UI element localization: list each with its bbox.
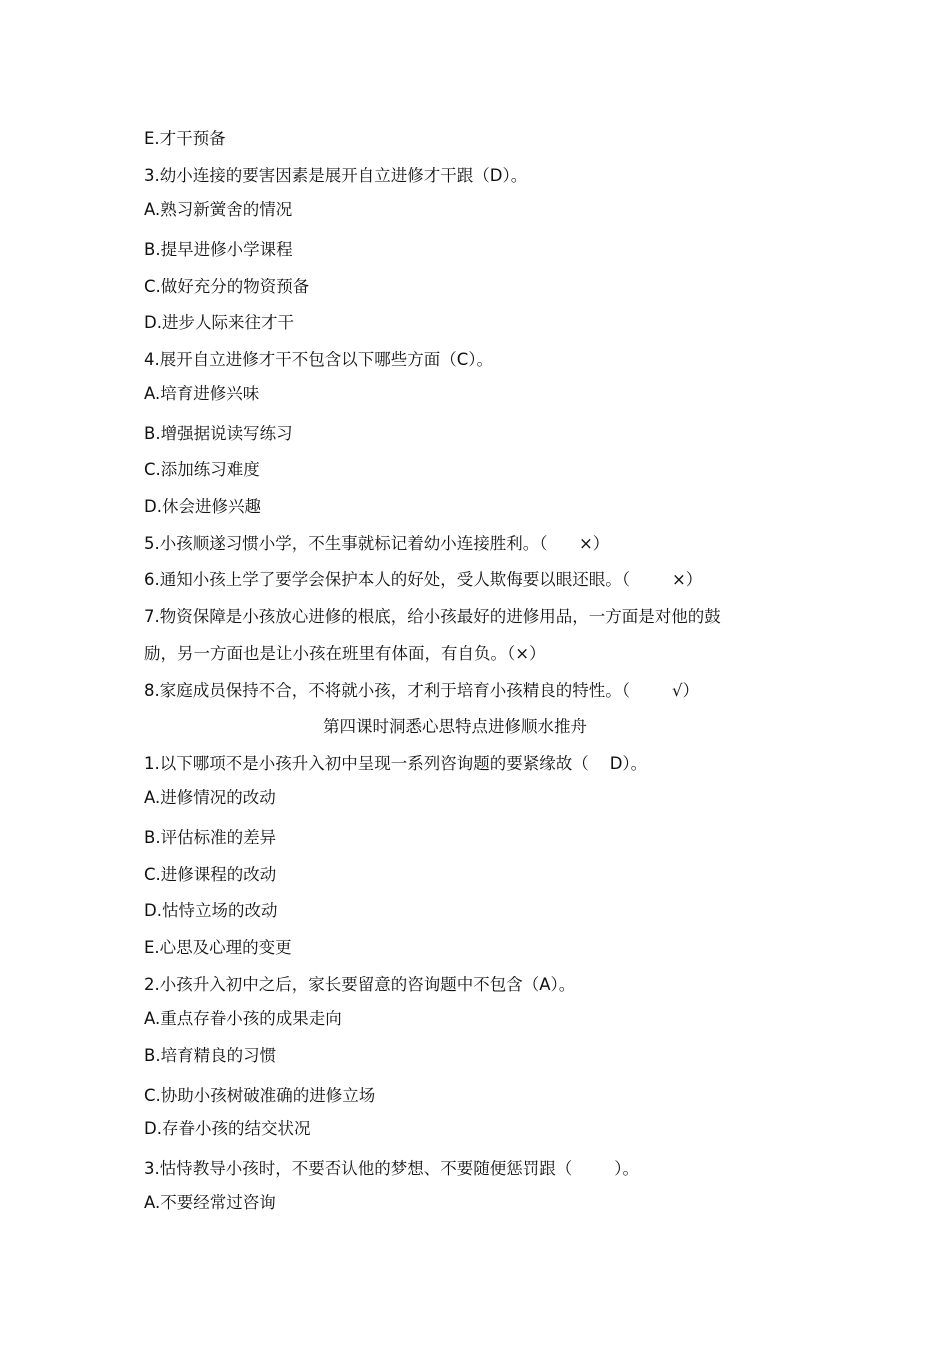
statement-7-line-1: 7.物资保障是小孩放心进修的根底，给小孩最好的进修用品，一方面是对他的鼓 [144,607,721,626]
option-a-environment: A.进修情况的改动 [144,788,276,807]
option-c-difficulty: C.添加练习难度 [144,460,260,479]
lesson-4-question-2: 2.小孩升入初中之后，家长要留意的咨询题中不包含（A）。 [144,975,576,994]
lesson-4-title: 第四课时洞悉心思特点进修顺水推舟 [323,717,587,736]
option-d-social-skills: D.进步人际来往才干 [144,313,294,332]
option-b-evaluation: B.评估标准的差异 [144,828,277,847]
lesson-4-question-3: 3.怙恃教导小孩时，不要否认他的梦想、不要随便惩罚跟（ ）。 [144,1159,639,1178]
option-c-curriculum: C.进修课程的改动 [144,865,277,884]
lesson-4-question-1: 1.以下哪项不是小孩升入初中呈现一系列咨询题的要紧缘故（ D）。 [144,754,648,773]
option-e-psychology: E.心思及心理的变更 [144,938,292,957]
option-b-habits: B.培育精良的习惯 [144,1046,277,1065]
option-c-attitude: C.协助小孩树破准确的进修立场 [144,1086,376,1105]
option-a-familiar-school: A.熟习新黉舍的情况 [144,200,293,219]
option-b-early-courses: B.提早进修小学课程 [144,240,293,259]
option-d-friends: D.存眷小孩的结交状况 [144,1119,311,1138]
option-a-interest: A.培育进修兴味 [144,384,260,403]
option-e-talent-prep: E.才干预备 [144,129,226,148]
option-d-fun: D.休会进修兴趣 [144,497,261,516]
question-3-key-factor: 3.幼小连接的要害因素是展开自立进修才干跟（D）。 [144,166,528,185]
statement-6: 6.通知小孩上学了要学会保护本人的好处，受人欺侮要以眼还眼。（ ×） [144,570,703,589]
option-a-grades: A.重点存眷小孩的成果走向 [144,1009,342,1028]
statement-5: 5.小孩顺遂习惯小学，不生事就标记着幼小连接胜利。（ ×） [144,534,610,553]
statement-8: 8.家庭成员保持不合，不将就小孩，才利于培育小孩精良的特性。（ √） [144,681,699,700]
question-4-self-study: 4.展开自立进修才干不包含以下哪些方面（C）。 [144,350,494,369]
option-b-listening-reading: B.增强据说读写练习 [144,424,293,443]
option-c-material-prep: C.做好充分的物资预备 [144,277,310,296]
option-a-no-over-asking: A.不要经常过咨询 [144,1193,276,1212]
statement-7-line-2: 励，另一方面也是让小孩在班里有体面，有自负。（×） [144,644,546,663]
option-d-parent-attitude: D.怙恃立场的改动 [144,901,278,920]
